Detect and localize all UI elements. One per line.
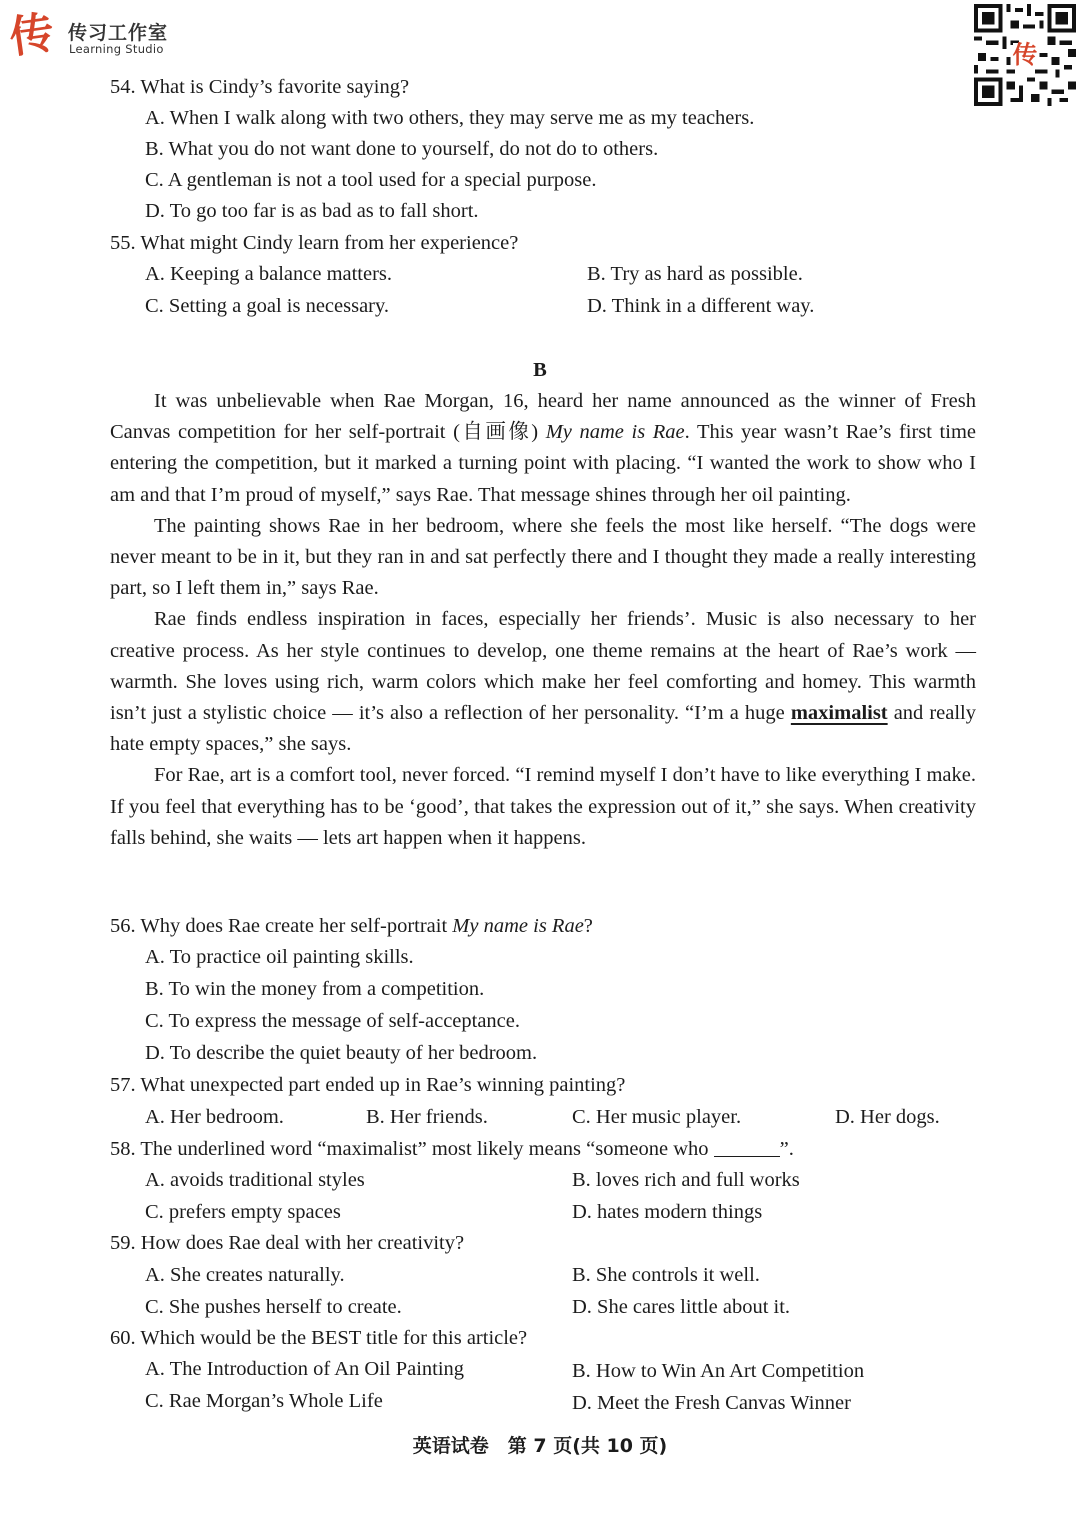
q58-option-c[interactable]: C. prefers empty spaces [145, 1201, 341, 1223]
answer-blank [714, 1138, 780, 1157]
q57-option-b[interactable]: B. Her friends. [366, 1106, 488, 1128]
q56-option-b[interactable]: B. To win the money from a competition. [145, 978, 485, 1000]
q59-option-b[interactable]: B. She controls it well. [572, 1264, 760, 1286]
q60-option-c[interactable]: C. Rae Morgan’s Whole Life [145, 1390, 383, 1412]
q57-option-a[interactable]: A. Her bedroom. [145, 1106, 284, 1128]
passage-paragraph-3: Rae finds endless inspiration in faces, especially her friends’. Music is also necessary to her creative process. As her style continues to develop, one theme remains at the heart of Rae’s work — warmth. She loves using rich, warm colors which make her feel comforting and homey. This warmth isn’t just a stylistic choice — it’s also a reflection of her personality. “I’m a huge maximalist and really hate empty spaces,” she says. [110, 608, 977, 756]
brand-mark: 传 [6, 7, 58, 64]
q56-option-c[interactable]: C. To express the message of self-acceptance. [145, 1010, 521, 1032]
q54-option-b[interactable]: B. What you do not want done to yourself, do not do to others. [145, 138, 659, 160]
q60-option-a[interactable]: A. The Introduction of An Oil Painting [145, 1358, 465, 1380]
section-heading: B [533, 359, 547, 381]
svg-text:传: 传 [1012, 40, 1038, 70]
studio-logo [4, 4, 174, 66]
q57-stem: 57. What unexpected part ended up in Rae’s winning painting? [110, 1074, 626, 1096]
q55-option-d[interactable]: D. Think in a different way. [587, 295, 815, 317]
brand-name-en: Learning Studio [69, 42, 164, 56]
brand-name-cn: 传习工作室 [68, 22, 169, 44]
page-footer: 英语试卷 第 7 页(共 10 页) [412, 1435, 668, 1457]
q55-option-a[interactable]: A. Keeping a balance matters. [145, 263, 393, 285]
q59-stem: 59. How does Rae deal with her creativity? [110, 1232, 465, 1254]
passage-paragraph-1: It was unbelievable when Rae Morgan, 16, heard her name announced as the winner of Fresh Canvas competition for her self-portrait (自画像) My name is Rae. This year wasn’t Rae’s first time entering the competition, but it marked a turning point with placing. “I wanted the work to show who I am and that I’m proud of myself,” says Rae. That message shines through her oil painting. [110, 390, 976, 506]
q60-stem: 60. Which would be the BEST title for this article? [110, 1327, 528, 1349]
q54-stem: 54. What is Cindy’s favorite saying? [110, 76, 410, 98]
q59-option-c[interactable]: C. She pushes herself to create. [145, 1296, 402, 1318]
q57-option-c[interactable]: C. Her music player. [572, 1106, 742, 1128]
q58-option-b[interactable]: B. loves rich and full works [572, 1169, 800, 1191]
q57-option-d[interactable]: D. Her dogs. [835, 1106, 940, 1128]
q56-stem: 56. Why does Rae create her self-portrait My name is Rae? [110, 915, 593, 937]
q58-stem: 58. The underlined word “maximalist” most likely means “someone who ”. [110, 1138, 794, 1160]
q56-option-d[interactable]: D. To describe the quiet beauty of her bedroom. [145, 1042, 538, 1064]
q58-option-a[interactable]: A. avoids traditional styles [145, 1169, 365, 1191]
q60-option-d[interactable]: D. Meet the Fresh Canvas Winner [572, 1392, 851, 1414]
underlined-word: maximalist [790, 702, 888, 725]
q54-option-d[interactable]: D. To go too far is as bad as to fall short. [145, 200, 479, 222]
q54-option-c[interactable]: C. A gentleman is not a tool used for a special purpose. [145, 169, 597, 191]
q55-option-c[interactable]: C. Setting a goal is necessary. [145, 295, 390, 317]
q60-option-b[interactable]: B. How to Win An Art Competition [572, 1360, 865, 1382]
q59-option-a[interactable]: A. She creates naturally. [145, 1264, 345, 1286]
q56-option-a[interactable]: A. To practice oil painting skills. [145, 946, 414, 968]
q55-option-b[interactable]: B. Try as hard as possible. [587, 263, 803, 285]
reading-passage [110, 386, 976, 854]
q58-option-d[interactable]: D. hates modern things [572, 1201, 763, 1223]
passage-paragraph-2: The painting shows Rae in her bedroom, where she feels the most like herself. “The dogs were never meant to be in it, but they ran in and sat perfectly there and I thought they made a really interesting part, so I left them in,” says Rae. [110, 514, 976, 600]
q55-stem: 55. What might Cindy learn from her experience? [110, 232, 519, 254]
passage-paragraph-4: For Rae, art is a comfort tool, never forced. “I remind myself I don’t have to like everything I make. If you feel that everything has to be ‘good’, that takes the expression out of it,” she says. When creativity falls behind, she waits — lets art happen when it happens. [110, 764, 976, 849]
q59-option-d[interactable]: D. She cares little about it. [572, 1296, 791, 1318]
q54-option-a[interactable]: A. When I walk along with two others, they may serve me as my teachers. [145, 107, 755, 129]
qr-code-icon [974, 4, 1076, 106]
